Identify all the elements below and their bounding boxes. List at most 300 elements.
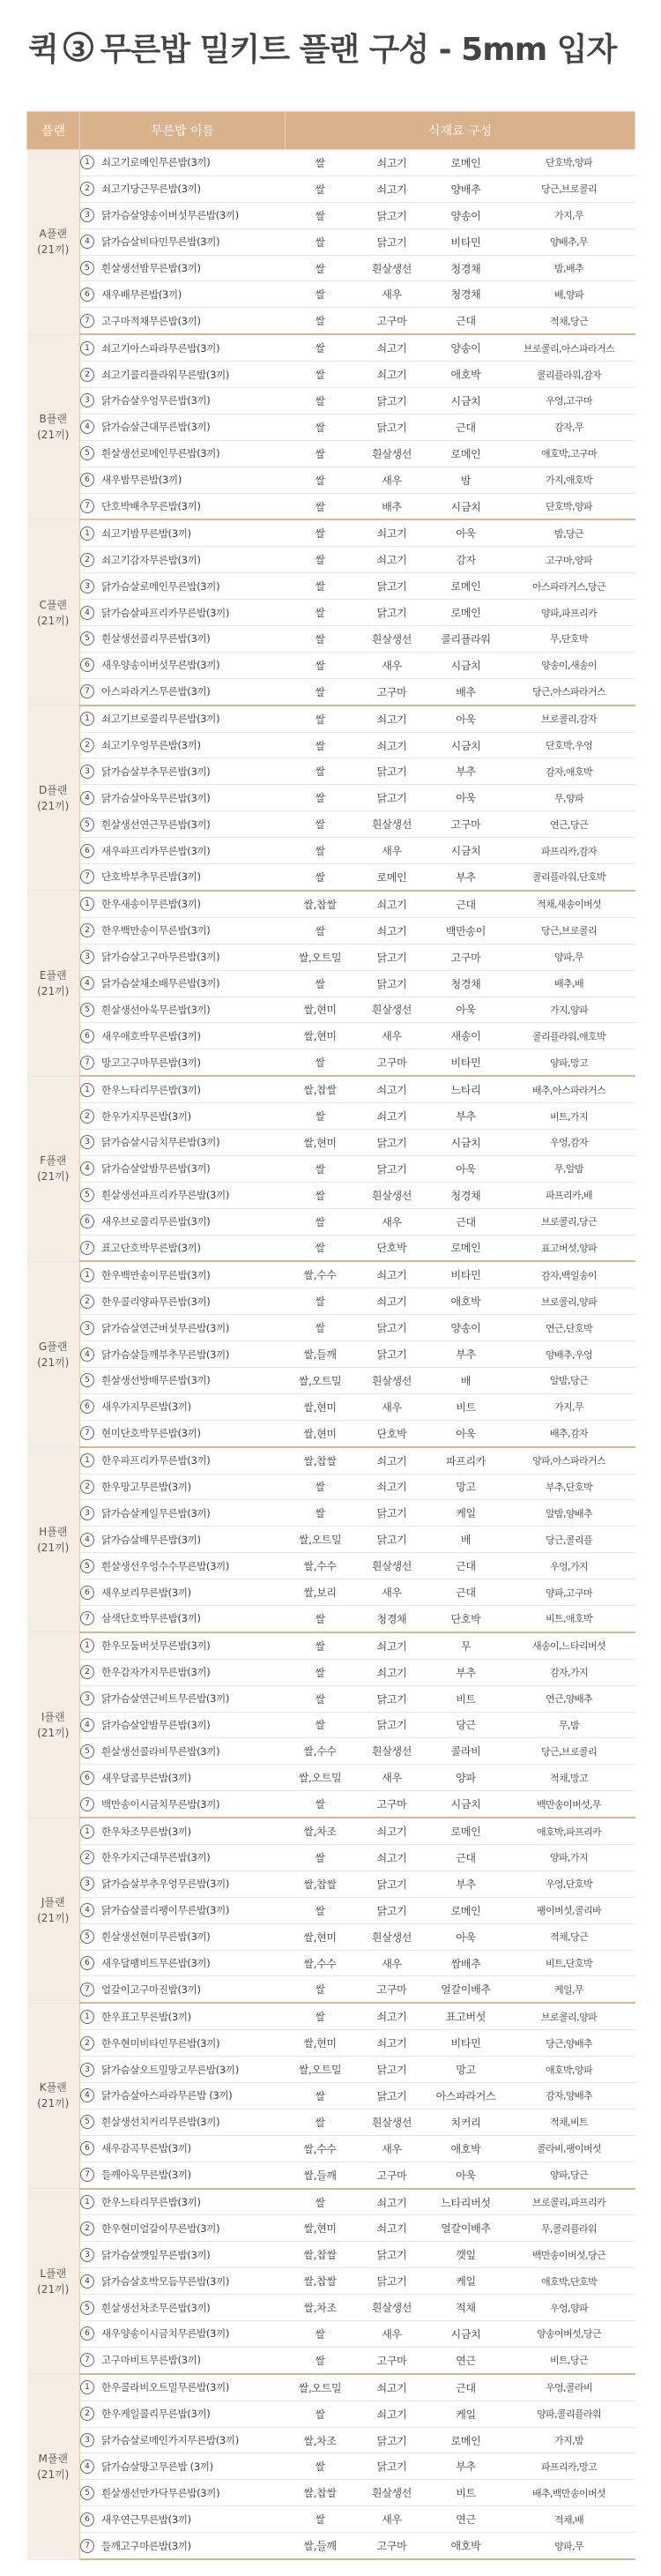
menu-name-cell bbox=[80, 547, 286, 573]
menu-name-cell bbox=[80, 2295, 286, 2321]
ingredient-cell: 새우 bbox=[355, 2506, 429, 2533]
row-number-badge: 1 bbox=[80, 1639, 94, 1653]
row-number-badge: 2 bbox=[80, 2407, 94, 2421]
menu-name: 쇠고기밤무른밥(3끼) bbox=[101, 526, 191, 540]
ingredient-cell: 닭고기 bbox=[355, 758, 429, 785]
menu-name: 닭가슴살로메인가지무른밥(3끼) bbox=[101, 2434, 239, 2447]
plan-days: (21끼) bbox=[37, 985, 70, 998]
menu-name: 새우양송이시금치무른밥(3끼) bbox=[101, 2327, 230, 2341]
ingredient-cell: 새우 bbox=[355, 281, 429, 308]
ingredient-cell: 양파,파프리카 bbox=[503, 600, 635, 626]
ingredient-cell: 쇠고기 bbox=[355, 2374, 429, 2401]
ingredient-cell: 쌀 bbox=[286, 1103, 355, 1130]
ingredient-cell: 쌀,오트밀 bbox=[286, 1765, 355, 1791]
ingredient-cell: 쇠고기 bbox=[355, 1632, 429, 1659]
ingredient-cell: 근대 bbox=[429, 2374, 503, 2401]
ingredient-cell: 양송이 bbox=[429, 334, 503, 361]
ingredient-cell: 시금치 bbox=[429, 388, 503, 414]
menu-name-cell bbox=[80, 2162, 286, 2188]
table-row bbox=[27, 1474, 635, 1500]
menu-name-cell bbox=[80, 1474, 286, 1500]
ingredient-cell: 쇠고기 bbox=[355, 1076, 429, 1102]
table-row bbox=[27, 281, 635, 308]
menu-name: 새우배무른밥(3끼) bbox=[101, 287, 182, 301]
table-row bbox=[27, 2109, 635, 2135]
table-row bbox=[27, 1235, 635, 1261]
menu-name-cell bbox=[80, 1420, 286, 1446]
plan-label-cell bbox=[27, 150, 80, 335]
ingredient-cell: 연근 bbox=[429, 2506, 503, 2533]
ingredient-cell: 쌀 bbox=[286, 1474, 355, 1500]
ingredient-cell: 새우 bbox=[355, 1393, 429, 1420]
plan-name: E플랜 bbox=[39, 969, 67, 982]
menu-name: 흰살생선로메인무른밥(3끼) bbox=[101, 447, 220, 460]
menu-name: 흰살생선만가닥무른밥(3끼) bbox=[101, 2486, 220, 2499]
ingredient-cell: 파프리카,배 bbox=[503, 1182, 635, 1208]
menu-name-cell bbox=[80, 440, 286, 467]
menu-name-cell bbox=[80, 2401, 286, 2427]
table-row bbox=[27, 600, 635, 626]
row-number-badge: 2 bbox=[80, 923, 94, 937]
ingredient-cell: 애호박 bbox=[429, 2135, 503, 2162]
table-row bbox=[27, 2162, 635, 2188]
menu-name-cell bbox=[80, 1393, 286, 1420]
menu-name: 닭가슴살양송이버섯무른밥(3끼) bbox=[101, 209, 239, 222]
ingredient-cell: 케일 bbox=[429, 1500, 503, 1527]
ingredient-cell: 로메인 bbox=[429, 440, 503, 467]
menu-name-cell bbox=[80, 652, 286, 678]
row-number-badge: 2 bbox=[80, 2036, 94, 2050]
table-row bbox=[27, 255, 635, 281]
ingredient-cell: 닭고기 bbox=[355, 1527, 429, 1553]
ingredient-cell: 무,콜리플라워 bbox=[503, 2215, 635, 2242]
table-row bbox=[27, 1208, 635, 1235]
ingredient-cell: 단호박,양파 bbox=[503, 493, 635, 519]
row-number-badge: 4 bbox=[80, 235, 94, 249]
menu-name-cell bbox=[80, 1527, 286, 1553]
ingredient-cell: 우엉,양파 bbox=[503, 2295, 635, 2321]
ingredient-cell: 쌀,들깨 bbox=[286, 2162, 355, 2188]
menu-name: 한우새송이무른밥(3끼) bbox=[101, 898, 201, 911]
plan-name: M플랜 bbox=[38, 2452, 69, 2465]
ingredient-cell: 백만송이버섯,무 bbox=[503, 1791, 635, 1818]
menu-name-cell bbox=[80, 281, 286, 308]
plan-label-cell bbox=[27, 1632, 80, 1818]
row-number-badge: 6 bbox=[80, 2141, 94, 2155]
menu-name-cell bbox=[80, 388, 286, 414]
ingredient-cell: 쌀 bbox=[286, 2321, 355, 2348]
table-row bbox=[27, 1182, 635, 1208]
ingredient-cell: 애호박,파프리카 bbox=[503, 1818, 635, 1844]
menu-name: 닭가슴살근대무른밥(3끼) bbox=[101, 421, 211, 434]
ingredient-cell: 백만송이버섯,당근 bbox=[503, 2242, 635, 2268]
table-row bbox=[27, 1288, 635, 1315]
ingredient-cell: 콜리플라워,감자 bbox=[503, 362, 635, 388]
row-number-badge: 7 bbox=[80, 499, 94, 513]
ingredient-cell: 쌀,찹쌀 bbox=[286, 2242, 355, 2268]
plan-table bbox=[26, 111, 635, 2560]
ingredient-cell: 느타리 bbox=[429, 1076, 503, 1102]
ingredient-cell: 쌀,찹쌀 bbox=[286, 1870, 355, 1897]
ingredient-cell: 흰살생선 bbox=[355, 2295, 429, 2321]
ingredient-cell: 우엉,콜라비 bbox=[503, 2374, 635, 2401]
menu-name-cell bbox=[80, 1182, 286, 1208]
menu-name-cell bbox=[80, 1261, 286, 1288]
ingredient-cell: 양파,가지 bbox=[503, 1845, 635, 1871]
menu-name: 새우브로콜리무른밥(3끼) bbox=[101, 1215, 211, 1228]
ingredient-cell: 브로콜리,양파 bbox=[503, 2003, 635, 2029]
plan-name: J플랜 bbox=[41, 1896, 65, 1909]
ingredient-cell: 닭고기 bbox=[355, 414, 429, 440]
ingredient-cell: 쌀,들깨 bbox=[286, 1341, 355, 1368]
ingredient-cell: 쇠고기 bbox=[355, 1474, 429, 1500]
ingredient-cell: 쌈배추 bbox=[429, 1950, 503, 1976]
ingredient-cell: 우엉,단호박 bbox=[503, 1870, 635, 1897]
ingredient-cell: 배 bbox=[429, 1367, 503, 1393]
menu-name: 흰살생선차조무른밥(3끼) bbox=[101, 2301, 211, 2314]
ingredient-cell: 연근 bbox=[429, 2347, 503, 2373]
ingredient-cell: 부추 bbox=[429, 1341, 503, 1368]
ingredient-cell: 쇠고기 bbox=[355, 150, 429, 176]
menu-name: 망고고구마무른밥(3끼) bbox=[101, 1056, 201, 1069]
ingredient-cell: 시금치 bbox=[429, 493, 503, 519]
ingredient-cell: 쌀,차조 bbox=[286, 2295, 355, 2321]
ingredient-cell: 감자,가지 bbox=[503, 1659, 635, 1685]
ingredient-cell: 콜리플라워,단호박 bbox=[503, 864, 635, 891]
plan-days: (21끼) bbox=[37, 243, 70, 257]
row-number-badge: 5 bbox=[80, 818, 94, 832]
menu-name: 닭가슴살오트밀망고무른밥(3끼) bbox=[101, 2063, 239, 2076]
page-title bbox=[28, 25, 616, 70]
table-row bbox=[27, 388, 635, 414]
menu-name-cell bbox=[80, 706, 286, 732]
menu-name: 한우표고무른밥(3끼) bbox=[101, 2010, 191, 2023]
ingredient-cell: 적채,망고 bbox=[503, 1765, 635, 1791]
ingredient-cell: 닭고기 bbox=[355, 1500, 429, 1527]
ingredient-cell: 아욱 bbox=[429, 997, 503, 1023]
menu-name-cell bbox=[80, 1235, 286, 1261]
ingredient-cell: 감자,양배추 bbox=[503, 2083, 635, 2109]
row-number-badge: 1 bbox=[80, 526, 94, 541]
ingredient-cell: 양파,콜리플라워 bbox=[503, 2401, 635, 2427]
menu-name: 닭가슴살연근비트무른밥(3끼) bbox=[101, 1692, 230, 1706]
menu-name: 닭가슴살알밤무른밥(3끼) bbox=[101, 1718, 211, 1731]
ingredient-cell: 닭고기 bbox=[355, 202, 429, 228]
row-number-badge: 4 bbox=[80, 1903, 94, 1917]
row-number-badge: 7 bbox=[80, 1611, 94, 1625]
ingredient-cell: 부추 bbox=[429, 1659, 503, 1685]
ingredient-cell: 쇠고기 bbox=[355, 1103, 429, 1130]
ingredient-cell: 밤,배추 bbox=[503, 255, 635, 281]
menu-name-cell bbox=[80, 255, 286, 281]
ingredient-cell: 쌀 bbox=[286, 440, 355, 467]
ingredient-cell: 양파 bbox=[429, 1765, 503, 1791]
ingredient-cell: 표고버섯,양파 bbox=[503, 1235, 635, 1261]
row-number-badge: 5 bbox=[80, 446, 94, 460]
ingredient-cell: 쌀 bbox=[286, 547, 355, 573]
ingredient-cell: 새우 bbox=[355, 1208, 429, 1235]
menu-name-cell bbox=[80, 1288, 286, 1315]
ingredient-cell: 브로콜리,양파 bbox=[503, 1288, 635, 1315]
table-row bbox=[27, 785, 635, 811]
table-row bbox=[27, 228, 635, 255]
menu-name: 닭가슴살고구마무른밥(3끼) bbox=[101, 951, 220, 964]
menu-name-cell bbox=[80, 732, 286, 758]
table-row bbox=[27, 917, 635, 944]
menu-name: 아스파라거스무른밥(3끼) bbox=[101, 685, 211, 698]
ingredient-cell: 쌀,수수 bbox=[286, 2135, 355, 2162]
ingredient-cell: 감자,무 bbox=[503, 414, 635, 440]
ingredient-cell: 로메인 bbox=[429, 1818, 503, 1844]
menu-name-cell bbox=[80, 626, 286, 653]
header-plan: 플랜 bbox=[27, 112, 80, 150]
ingredient-cell: 쌀,찹쌀 bbox=[286, 2268, 355, 2295]
ingredient-cell: 새우 bbox=[355, 838, 429, 864]
row-number-badge: 4 bbox=[80, 791, 94, 805]
table-row bbox=[27, 362, 635, 388]
menu-name: 새우애호박무른밥(3끼) bbox=[101, 1029, 201, 1042]
ingredient-cell: 우엉,가지 bbox=[503, 1553, 635, 1579]
ingredient-cell: 쌀 bbox=[286, 1049, 355, 1076]
ingredient-cell: 부추 bbox=[429, 2453, 503, 2480]
ingredient-cell: 아욱 bbox=[429, 1923, 503, 1950]
menu-name: 새우파프리카무른밥(3끼) bbox=[101, 844, 211, 857]
ingredient-cell: 쇠고기 bbox=[355, 1845, 429, 1871]
menu-name: 닭가슴살콜리팽이무른밥(3끼) bbox=[101, 1904, 230, 1917]
row-number-badge: 6 bbox=[80, 658, 94, 672]
table-row bbox=[27, 1870, 635, 1897]
ingredient-cell: 아욱 bbox=[429, 1420, 503, 1446]
table-row bbox=[27, 1579, 635, 1606]
ingredient-cell: 당근,양배추 bbox=[503, 2030, 635, 2057]
plan-table-body bbox=[27, 150, 635, 2560]
row-number-badge: 4 bbox=[80, 976, 94, 990]
menu-name: 새우보리무른밥(3끼) bbox=[101, 1586, 191, 1599]
menu-name: 닭가슴살배무른밥(3끼) bbox=[101, 1533, 201, 1546]
plan-days: (21끼) bbox=[37, 614, 70, 627]
ingredient-cell: 쌀,오트밀 bbox=[286, 1367, 355, 1393]
row-number-badge: 3 bbox=[80, 1506, 94, 1520]
row-number-badge: 4 bbox=[80, 1533, 94, 1547]
ingredient-cell: 가지,애호박 bbox=[503, 467, 635, 493]
menu-name-cell bbox=[80, 414, 286, 440]
menu-name-cell bbox=[80, 917, 286, 944]
menu-name-cell bbox=[80, 1659, 286, 1685]
row-number-badge: 2 bbox=[80, 1850, 94, 1864]
ingredient-cell: 쌀 bbox=[286, 1208, 355, 1235]
ingredient-cell: 감자,애호박 bbox=[503, 758, 635, 785]
ingredient-cell: 닭고기 bbox=[355, 1685, 429, 1712]
table-row bbox=[27, 1420, 635, 1446]
ingredient-cell: 쌀 bbox=[286, 1685, 355, 1712]
ingredient-cell: 쌀 bbox=[286, 1500, 355, 1527]
ingredient-cell: 쌀,오트밀 bbox=[286, 2057, 355, 2083]
ingredient-cell: 고구마 bbox=[429, 811, 503, 838]
menu-name-cell bbox=[80, 838, 286, 864]
menu-name-cell bbox=[80, 1155, 286, 1182]
ingredient-cell: 쇠고기 bbox=[355, 1659, 429, 1685]
menu-name-cell bbox=[80, 1500, 286, 1527]
menu-name: 흰살생선아욱무른밥(3끼) bbox=[101, 1003, 211, 1016]
menu-name-cell bbox=[80, 1367, 286, 1393]
ingredient-cell: 닭고기 bbox=[355, 388, 429, 414]
row-number-badge: 3 bbox=[80, 2063, 94, 2077]
ingredient-cell: 쌀 bbox=[286, 1288, 355, 1315]
menu-name: 들깨아욱무른밥(3끼) bbox=[101, 2169, 191, 2182]
ingredient-cell: 닭고기 bbox=[355, 600, 429, 626]
menu-name: 한우백만송이무른밥(3끼) bbox=[101, 1268, 211, 1281]
plan-label-cell bbox=[27, 1818, 80, 2003]
menu-name-cell bbox=[80, 997, 286, 1023]
menu-name-cell bbox=[80, 1208, 286, 1235]
ingredient-cell: 쌀 bbox=[286, 228, 355, 255]
table-row bbox=[27, 467, 635, 493]
ingredient-cell: 배추,감자 bbox=[503, 1420, 635, 1446]
menu-name-cell bbox=[80, 1976, 286, 2003]
row-number-badge: 7 bbox=[80, 1982, 94, 1997]
menu-name: 닭가슴살로메인무른밥(3끼) bbox=[101, 579, 220, 593]
ingredient-cell: 아욱 bbox=[429, 519, 503, 546]
menu-name: 새우연근무른밥(3끼) bbox=[101, 2513, 191, 2526]
menu-name-cell bbox=[80, 2453, 286, 2480]
plan-days: (21끼) bbox=[37, 799, 70, 812]
menu-name: 단호박부추무른밥(3끼) bbox=[101, 870, 201, 884]
ingredient-cell: 무,양파 bbox=[503, 785, 635, 811]
table-row bbox=[27, 2374, 635, 2401]
menu-name: 고구마비트무른밥(3끼) bbox=[101, 2354, 201, 2367]
ingredient-cell: 아스파라거스,당근 bbox=[503, 573, 635, 600]
ingredient-cell: 쌀,찹쌀 bbox=[286, 2480, 355, 2506]
menu-name-cell bbox=[80, 1897, 286, 1923]
menu-name: 흰살생선연근무른밥(3끼) bbox=[101, 818, 211, 831]
menu-name-cell bbox=[80, 811, 286, 838]
plan-label-cell bbox=[27, 519, 80, 705]
menu-name: 얼갈이고구마진밥(3끼) bbox=[101, 1982, 201, 1996]
menu-name-cell bbox=[80, 1845, 286, 1871]
ingredient-cell: 쇠고기 bbox=[355, 519, 429, 546]
menu-name-cell bbox=[80, 1818, 286, 1844]
menu-name: 한우가지근대무른밥(3끼) bbox=[101, 1851, 211, 1864]
menu-name: 한우현미얼갈이무른밥(3끼) bbox=[101, 2221, 220, 2235]
ingredient-cell: 쌀 bbox=[286, 678, 355, 705]
row-number-badge: 2 bbox=[80, 368, 94, 382]
ingredient-cell: 백만송이 bbox=[429, 917, 503, 944]
ingredient-cell: 쇠고기 bbox=[355, 2030, 429, 2057]
row-number-badge: 1 bbox=[80, 2010, 94, 2024]
ingredient-cell: 단호박 bbox=[429, 1605, 503, 1631]
row-number-badge: 2 bbox=[80, 1295, 94, 1309]
ingredient-cell: 쇠고기 bbox=[355, 917, 429, 944]
row-number-badge: 6 bbox=[80, 1771, 94, 1785]
plan-name: H플랜 bbox=[39, 1525, 68, 1538]
ingredient-cell: 케일,무 bbox=[503, 1976, 635, 2003]
ingredient-cell: 흰살생선 bbox=[355, 1923, 429, 1950]
ingredient-cell: 새우 bbox=[355, 1950, 429, 1976]
row-number-badge: 3 bbox=[80, 1135, 94, 1149]
ingredient-cell: 새우 bbox=[355, 1023, 429, 1049]
ingredient-cell: 쌀 bbox=[286, 2401, 355, 2427]
ingredient-cell: 쌀,현미 bbox=[286, 1923, 355, 1950]
table-row bbox=[27, 2347, 635, 2373]
menu-name: 닭가슴살시금치무른밥(3끼) bbox=[101, 1136, 220, 1149]
ingredient-cell: 닭고기 bbox=[355, 2453, 429, 2480]
table-row bbox=[27, 2401, 635, 2427]
ingredient-cell: 당근,아스파라거스 bbox=[503, 678, 635, 705]
ingredient-cell: 흰살생선 bbox=[355, 1367, 429, 1393]
menu-name-cell bbox=[80, 600, 286, 626]
ingredient-cell: 쇠고기 bbox=[355, 1288, 429, 1315]
plan-label-cell bbox=[27, 706, 80, 891]
menu-name: 닭가슴살부추무른밥(3끼) bbox=[101, 765, 211, 778]
ingredient-cell: 비트,애호박 bbox=[503, 1605, 635, 1631]
plan-label-cell bbox=[27, 1447, 80, 1632]
row-number-badge: 7 bbox=[80, 870, 94, 884]
row-number-badge: 2 bbox=[80, 738, 94, 752]
menu-name: 한우백만송이무른밥(3끼) bbox=[101, 924, 211, 937]
ingredient-cell: 고구마 bbox=[355, 1049, 429, 1076]
ingredient-cell: 시금치 bbox=[429, 732, 503, 758]
ingredient-cell: 쌀,현미 bbox=[286, 1129, 355, 1155]
table-row bbox=[27, 626, 635, 653]
menu-name: 새우양송이버섯무른밥(3끼) bbox=[101, 659, 220, 672]
ingredient-cell: 닭고기 bbox=[355, 2083, 429, 2109]
menu-name-cell bbox=[80, 1103, 286, 1130]
ingredient-cell: 쌀 bbox=[286, 626, 355, 653]
menu-name: 한우느타리무른밥(3끼) bbox=[101, 1083, 201, 1096]
menu-name-cell bbox=[80, 1738, 286, 1765]
ingredient-cell: 쌀 bbox=[286, 1712, 355, 1738]
row-number-badge: 3 bbox=[80, 2433, 94, 2447]
table-row bbox=[27, 1393, 635, 1420]
ingredient-cell: 콜리플라워,애호박 bbox=[503, 1023, 635, 1049]
table-row bbox=[27, 1129, 635, 1155]
menu-name-cell bbox=[80, 2083, 286, 2109]
ingredient-cell: 쌀 bbox=[286, 2003, 355, 2029]
table-row bbox=[27, 2057, 635, 2083]
ingredient-cell: 쇠고기 bbox=[355, 334, 429, 361]
ingredient-cell: 배추,백만송이버섯 bbox=[503, 2480, 635, 2506]
row-number-badge: 7 bbox=[80, 314, 94, 328]
ingredient-cell: 닭고기 bbox=[355, 970, 429, 997]
plan-label-cell bbox=[27, 891, 80, 1076]
ingredient-cell: 비타민 bbox=[429, 2030, 503, 2057]
table-row bbox=[27, 1845, 635, 1871]
menu-name: 한우케일콜리무른밥(3끼) bbox=[101, 2408, 211, 2421]
ingredient-cell: 흰살생선 bbox=[355, 1182, 429, 1208]
ingredient-cell: 새우 bbox=[355, 2135, 429, 2162]
menu-name-cell bbox=[80, 1950, 286, 1976]
menu-name: 닭가슴살망고무른밥 (3끼) bbox=[101, 2460, 213, 2473]
table-row bbox=[27, 1023, 635, 1049]
table-row bbox=[27, 2268, 635, 2295]
ingredient-cell: 쇠고기 bbox=[355, 891, 429, 917]
table-row bbox=[27, 2135, 635, 2162]
ingredient-cell: 부추,단호박 bbox=[503, 1474, 635, 1500]
table-row bbox=[27, 1315, 635, 1341]
ingredient-cell: 쇠고기 bbox=[355, 732, 429, 758]
ingredient-cell: 쇠고기 bbox=[355, 1818, 429, 1844]
ingredient-cell: 로메인 bbox=[429, 1235, 503, 1261]
ingredient-cell: 고구마 bbox=[355, 1791, 429, 1818]
ingredient-cell: 무,단호박 bbox=[503, 626, 635, 653]
ingredient-cell: 깻잎 bbox=[429, 2242, 503, 2268]
ingredient-cell: 흰살생선 bbox=[355, 811, 429, 838]
table-row bbox=[27, 1500, 635, 1527]
row-number-badge: 6 bbox=[80, 844, 94, 858]
ingredient-cell: 아욱 bbox=[429, 2162, 503, 2188]
menu-name-cell bbox=[80, 1712, 286, 1738]
plan-label-cell bbox=[27, 1076, 80, 1261]
